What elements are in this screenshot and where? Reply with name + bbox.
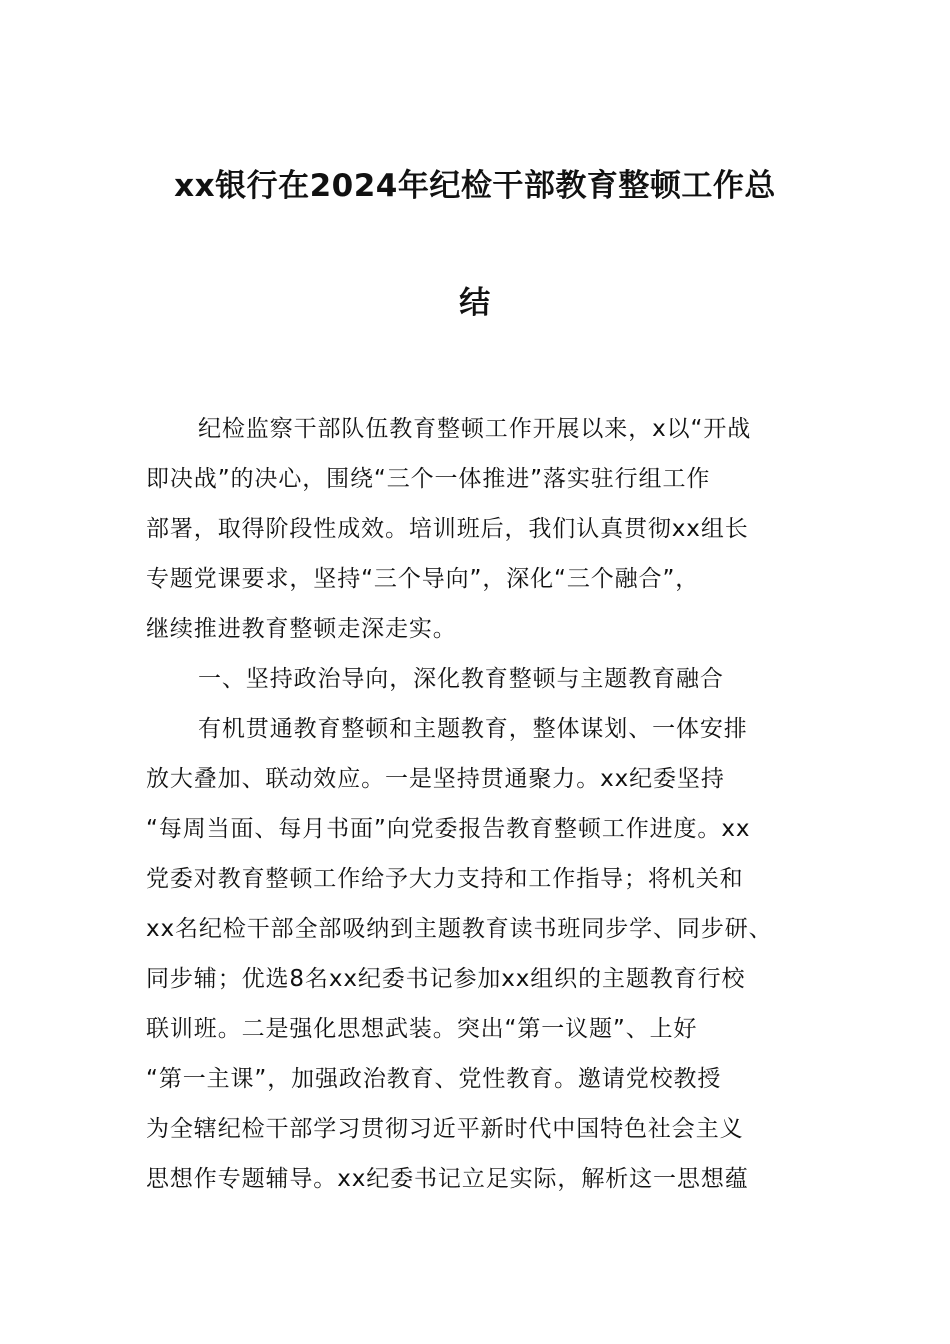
paragraph-3-line-2: 放大叠加、联动效应。一是坚持贯通聚力。xx纪委坚持 bbox=[146, 766, 725, 792]
paragraph-3-line-3: “每周当面、每月书面”向党委报告教育整顿工作进度。xx bbox=[146, 816, 751, 842]
paragraph-1-line-2: 即决战”的决心，围绕“三个一体推进”落实驻行组工作 bbox=[146, 466, 711, 492]
paragraph-3-line-7: 联训班。二是强化思想武装。突出“第一议题”、上好 bbox=[146, 1016, 698, 1042]
paragraph-1-line-1: 纪检监察干部队伍教育整顿工作开展以来，x以“开战 bbox=[198, 416, 752, 442]
paragraph-3-line-1: 有机贯通教育整顿和主题教育，整体谋划、一体安排 bbox=[198, 716, 748, 742]
paragraph-3-line-10: 思想作专题辅导。xx纪委书记立足实际，解析这一思想蕴 bbox=[146, 1166, 749, 1192]
document-title-line-2: 结 bbox=[459, 285, 491, 321]
paragraph-1-line-3: 部署，取得阶段性成效。培训班后，我们认真贯彻xx组长 bbox=[146, 516, 749, 542]
paragraph-3-line-4: 党委对教育整顿工作给予大力支持和工作指导；将机关和 bbox=[146, 866, 744, 892]
paragraph-1-line-5: 继续推进教育整顿走深走实。 bbox=[146, 616, 457, 642]
paragraph-1-line-4: 专题党课要求，坚持“三个导向”，深化“三个融合”， bbox=[146, 566, 700, 592]
paragraph-3-line-9: 为全辖纪检干部学习贯彻习近平新时代中国特色社会主义 bbox=[146, 1116, 744, 1142]
paragraph-3-line-5: xx名纪检干部全部吸纳到主题教育读书班同步学、同步研、 bbox=[146, 916, 773, 942]
paragraph-3-line-8: “第一主课”，加强政治教育、党性教育。邀请党校教授 bbox=[146, 1066, 722, 1092]
section-heading-1: 一、坚持政治导向，深化教育整顿与主题教育融合 bbox=[198, 666, 724, 692]
document-title-line-1: xx银行在2024年纪检干部教育整顿工作总 bbox=[174, 168, 776, 204]
paragraph-3-line-6: 同步辅；优选8名xx纪委书记参加xx组织的主题教育行校 bbox=[146, 966, 746, 992]
